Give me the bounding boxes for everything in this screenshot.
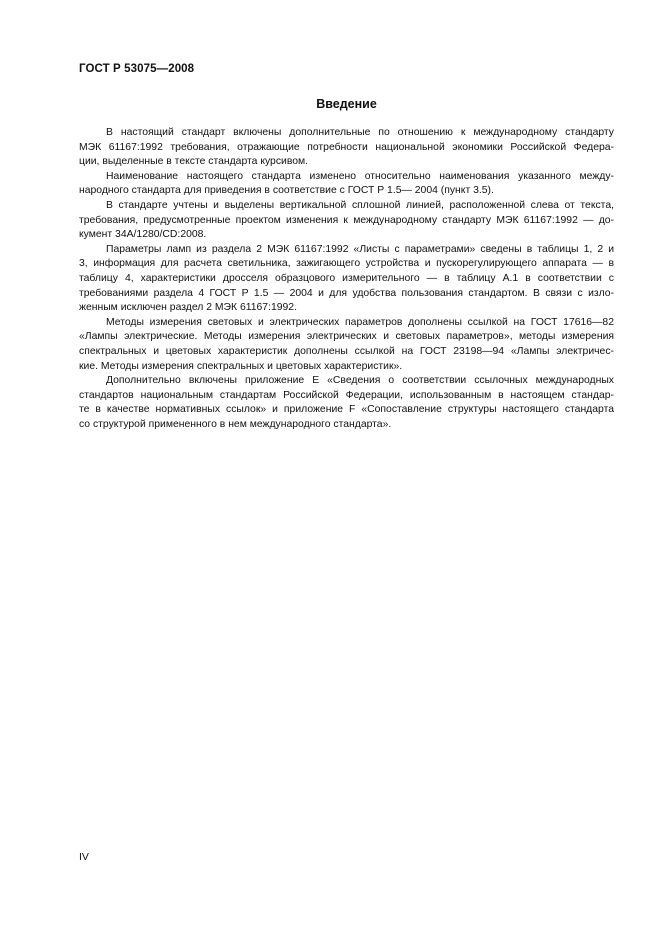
paragraph-3 [79,199,614,243]
page-number: IV [79,851,89,863]
paragraph-line: «Лампы электрические. Методы измерения электрических и световых параметров», методы измерения [79,331,614,343]
paragraph-line: В настоящий стандарт включены дополнительные по отношению к международному стандарту [106,127,614,138]
paragraph-line: те в качестве нормативных ссылок» и приложение F «Сопоставление структуры настоящего стандарта [79,404,614,416]
paragraph-line: со структурой примененного в нем международного стандарта». [79,418,392,430]
section-title: Введение [316,97,377,111]
paragraph-4 [79,243,614,316]
paragraph-line: Параметры ламп из раздела 2 МЭК 61167:1992 «Листы с параметрами» сведены в таблицы 1, 2 и [106,243,614,255]
paragraph-line: ции, выделенные в тексте стандарта курсивом. [79,156,309,168]
paragraph-line: кумент 34А/1280/CD:2008. [79,229,207,241]
paragraph-6 [79,374,614,432]
paragraph-1 [79,126,614,170]
paragraph-line: В стандарте учтены и выделены вертикальной сплошной линией, расположенной слева от текста, [106,199,614,211]
standard-code-header: ГОСТ Р 53075—2008 [79,63,195,75]
paragraph-line: женным исключен раздел 2 МЭК 61167:1992. [79,302,297,314]
paragraph-line: 3, информация для расчета светильника, зажигающего устройства и пускорегулирующего аппарата — в [79,258,614,270]
paragraph-line: спектральных и цветовых характеристик дополнены ссылкой на ГОСТ 23198—94 «Лампы электричес- [79,345,614,357]
paragraph-5 [79,316,614,374]
paragraph-line: Дополнительно включены приложение Е «Сведения о соответствии ссылочных международных [106,375,614,387]
paragraph-line: стандартов национальным стандартам Российской Федерации, использованным в настоящем стандар- [79,389,614,401]
paragraph-line: Наименование настоящего стандарта изменено относительно наименования указанного между- [106,170,614,182]
paragraph-line: Методы измерения световых и электрических параметров дополнены ссылкой на ГОСТ 17616—82 [106,316,614,328]
paragraph-line: народного стандарта для приведения в соответствие с ГОСТ Р 1.5— 2004 (пункт 3.5). [79,185,494,197]
paragraph-line: требования, предусмотренные проектом изменения к международному стандарту МЭК 61167:1992 — до- [79,214,614,226]
paragraph-line: кие. Методы измерения спектральных и цветовых характеристик». [79,360,403,372]
introduction-body [79,126,614,432]
paragraph-line: таблицу 4, характеристики дросселя образцового измерительного — в таблицу А.1 в соответствии с [79,272,614,284]
paragraph-2 [79,170,614,199]
paragraph-line: МЭК 61167:1992 требования, отражающие потребности национальной экономики Российской Федера- [79,141,614,153]
paragraph-line: требованиями раздела 4 ГОСТ Р 1.5 — 2004 и для удобства пользования стандартом. В связи с изло- [79,287,614,299]
